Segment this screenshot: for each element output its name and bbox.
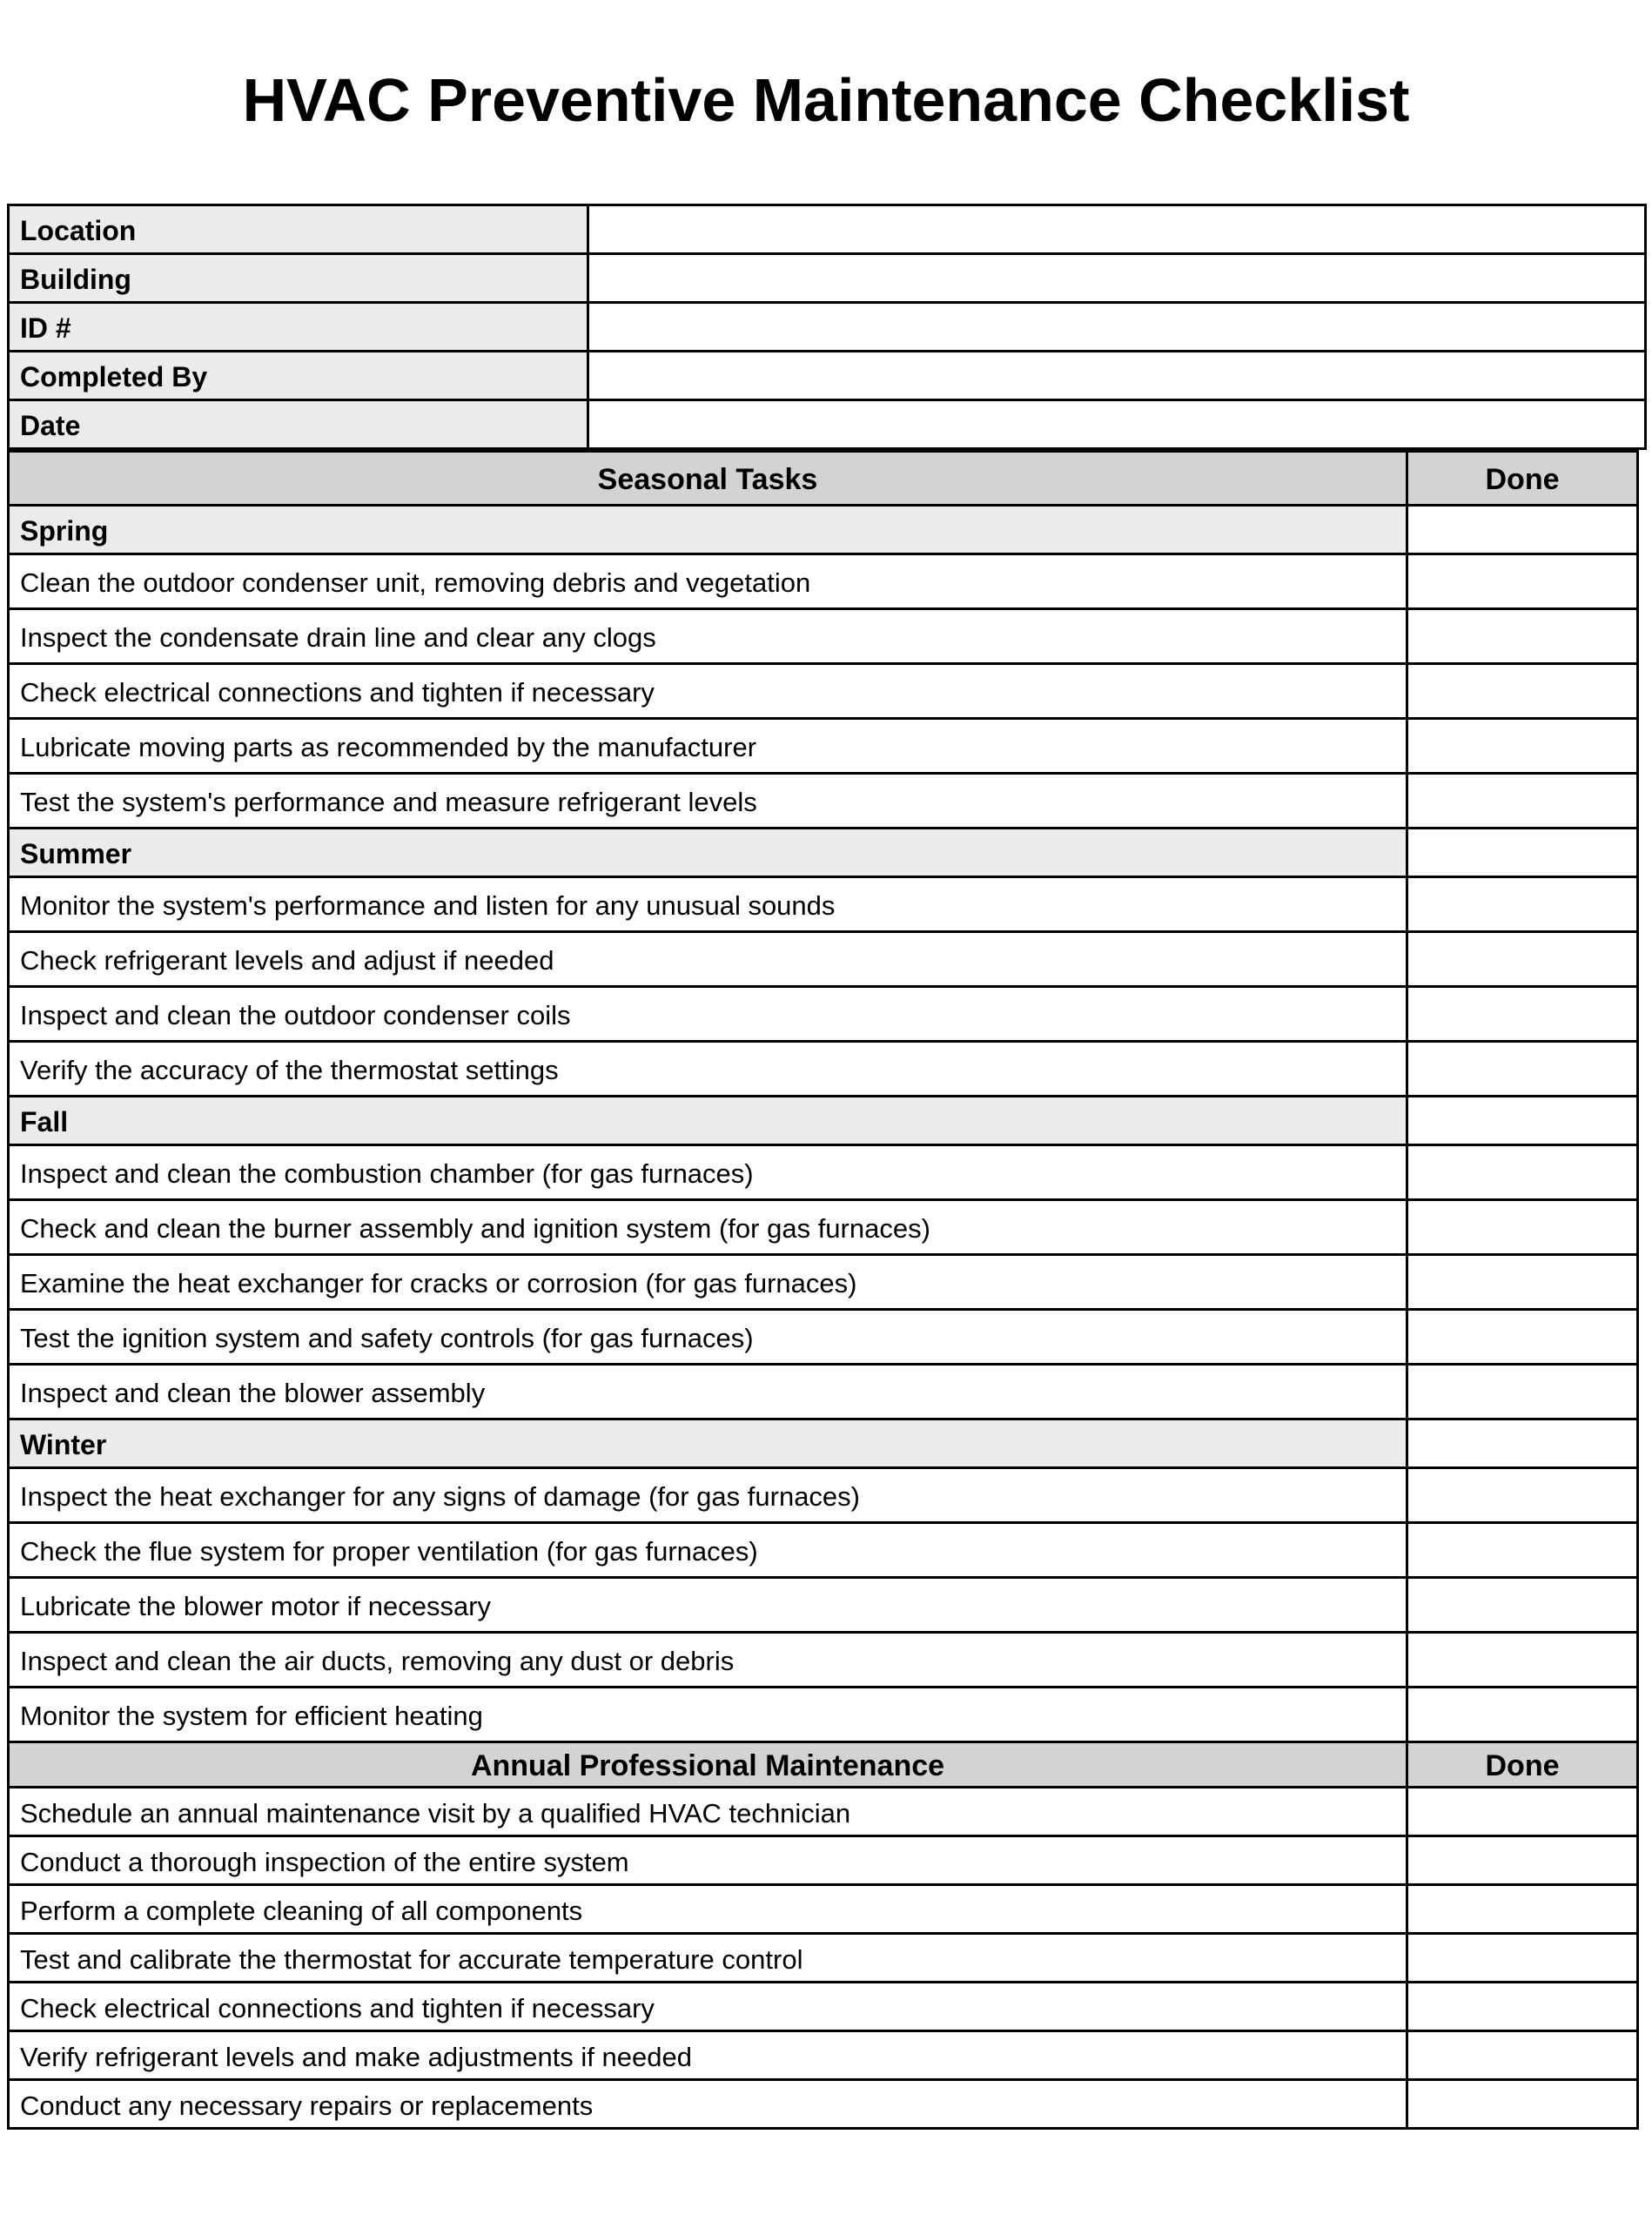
done-cell[interactable] — [1407, 2031, 1638, 2080]
task-text: Check electrical connections and tighten if necessary — [9, 664, 1407, 719]
task-row — [9, 719, 1638, 774]
done-cell[interactable] — [1407, 829, 1638, 877]
task-row — [9, 1042, 1638, 1097]
task-text: Inspect the heat exchanger for any signs of damage (for gas furnaces) — [9, 1468, 1407, 1523]
section-header-fall: Fall — [9, 1097, 1407, 1145]
info-row-building — [9, 254, 1646, 303]
section-row-fall — [9, 1097, 1638, 1145]
task-row — [9, 1836, 1638, 1885]
info-label-building: Building — [9, 254, 588, 303]
task-row — [9, 932, 1638, 987]
section-row-summer — [9, 829, 1638, 877]
section-header-spring: Spring — [9, 506, 1407, 554]
task-row — [9, 1310, 1638, 1365]
task-row — [9, 664, 1638, 719]
section-header-winter: Winter — [9, 1419, 1407, 1468]
task-text: Test the system's performance and measure refrigerant levels — [9, 774, 1407, 829]
section-row-spring — [9, 506, 1638, 554]
task-text: Inspect and clean the air ducts, removing any dust or debris — [9, 1633, 1407, 1688]
task-text: Conduct a thorough inspection of the entire system — [9, 1836, 1407, 1885]
section-row-winter — [9, 1419, 1638, 1468]
task-text: Check and clean the burner assembly and ignition system (for gas furnaces) — [9, 1200, 1407, 1255]
task-row — [9, 609, 1638, 664]
info-value-location[interactable] — [588, 205, 1646, 254]
done-cell[interactable] — [1407, 1255, 1638, 1310]
done-cell[interactable] — [1407, 1934, 1638, 1983]
info-label-date: Date — [9, 400, 588, 449]
task-row — [9, 2031, 1638, 2080]
info-row-completed-by — [9, 352, 1646, 400]
info-value-completed-by[interactable] — [588, 352, 1646, 400]
task-row — [9, 987, 1638, 1042]
done-cell[interactable] — [1407, 1097, 1638, 1145]
seasonal-header-row — [9, 452, 1638, 506]
task-row — [9, 1885, 1638, 1934]
done-cell[interactable] — [1407, 2080, 1638, 2129]
section-header-summer: Summer — [9, 829, 1407, 877]
task-row — [9, 2080, 1638, 2129]
task-text: Lubricate moving parts as recommended by the manufacturer — [9, 719, 1407, 774]
done-cell[interactable] — [1407, 932, 1638, 987]
task-text: Perform a complete cleaning of all components — [9, 1885, 1407, 1934]
task-text: Lubricate the blower motor if necessary — [9, 1578, 1407, 1633]
task-row — [9, 877, 1638, 932]
done-cell[interactable] — [1407, 1578, 1638, 1633]
page-title: HVAC Preventive Maintenance Checklist — [242, 66, 1410, 134]
done-cell[interactable] — [1407, 1200, 1638, 1255]
task-text: Inspect the condensate drain line and clear any clogs — [9, 609, 1407, 664]
task-row — [9, 774, 1638, 829]
task-row — [9, 1468, 1638, 1523]
task-text: Verify refrigerant levels and make adjustments if needed — [9, 2031, 1407, 2080]
done-cell[interactable] — [1407, 1836, 1638, 1885]
task-text: Clean the outdoor condenser unit, removing debris and vegetation — [9, 554, 1407, 609]
task-text: Test and calibrate the thermostat for accurate temperature control — [9, 1934, 1407, 1983]
task-text: Monitor the system for efficient heating — [9, 1688, 1407, 1742]
info-label-completed-by: Completed By — [9, 352, 588, 400]
done-cell[interactable] — [1407, 1788, 1638, 1836]
info-value-building[interactable] — [588, 254, 1646, 303]
info-row-id — [9, 303, 1646, 352]
info-value-date[interactable] — [588, 400, 1646, 449]
task-text: Verify the accuracy of the thermostat settings — [9, 1042, 1407, 1097]
done-cell[interactable] — [1407, 1468, 1638, 1523]
done-cell[interactable] — [1407, 1983, 1638, 2031]
done-cell[interactable] — [1407, 1365, 1638, 1419]
task-text: Conduct any necessary repairs or replacements — [9, 2080, 1407, 2129]
done-cell[interactable] — [1407, 1145, 1638, 1200]
done-cell[interactable] — [1407, 1419, 1638, 1468]
annual-header-row — [9, 1742, 1638, 1788]
task-row — [9, 1145, 1638, 1200]
done-cell[interactable] — [1407, 609, 1638, 664]
task-text: Schedule an annual maintenance visit by a qualified HVAC technician — [9, 1788, 1407, 1836]
done-cell[interactable] — [1407, 774, 1638, 829]
task-row — [9, 1578, 1638, 1633]
task-row — [9, 1688, 1638, 1742]
task-row — [9, 1365, 1638, 1419]
seasonal-tasks-header: Seasonal Tasks — [9, 452, 1407, 506]
task-text: Inspect and clean the outdoor condenser coils — [9, 987, 1407, 1042]
task-row — [9, 1523, 1638, 1578]
info-row-location — [9, 205, 1646, 254]
done-cell[interactable] — [1407, 719, 1638, 774]
annual-done-header: Done — [1407, 1742, 1638, 1788]
done-cell[interactable] — [1407, 987, 1638, 1042]
task-row — [9, 1633, 1638, 1688]
info-value-id[interactable] — [588, 303, 1646, 352]
done-cell[interactable] — [1407, 1310, 1638, 1365]
info-label-location: Location — [9, 205, 588, 254]
info-row-date — [9, 400, 1646, 449]
done-cell[interactable] — [1407, 1885, 1638, 1934]
done-cell[interactable] — [1407, 1688, 1638, 1742]
task-row — [9, 1934, 1638, 1983]
task-text: Test the ignition system and safety controls (for gas furnaces) — [9, 1310, 1407, 1365]
done-cell[interactable] — [1407, 1042, 1638, 1097]
done-cell[interactable] — [1407, 554, 1638, 609]
done-cell[interactable] — [1407, 877, 1638, 932]
task-text: Monitor the system's performance and listen for any unusual sounds — [9, 877, 1407, 932]
done-cell[interactable] — [1407, 1523, 1638, 1578]
done-cell[interactable] — [1407, 664, 1638, 719]
task-text: Inspect and clean the combustion chamber (for gas furnaces) — [9, 1145, 1407, 1200]
seasonal-done-header: Done — [1407, 452, 1638, 506]
info-label-id: ID # — [9, 303, 588, 352]
task-row — [9, 1788, 1638, 1836]
done-cell[interactable] — [1407, 506, 1638, 554]
done-cell[interactable] — [1407, 1633, 1638, 1688]
task-text: Check the flue system for proper ventilation (for gas furnaces) — [9, 1523, 1407, 1578]
task-row — [9, 1983, 1638, 2031]
info-fields-table — [7, 204, 1647, 450]
task-row — [9, 1200, 1638, 1255]
annual-maintenance-header: Annual Professional Maintenance — [9, 1742, 1407, 1788]
task-row — [9, 1255, 1638, 1310]
task-text: Check electrical connections and tighten if necessary — [9, 1983, 1407, 2031]
task-row — [9, 554, 1638, 609]
task-text: Inspect and clean the blower assembly — [9, 1365, 1407, 1419]
task-text: Examine the heat exchanger for cracks or corrosion (for gas furnaces) — [9, 1255, 1407, 1310]
task-text: Check refrigerant levels and adjust if needed — [9, 932, 1407, 987]
checklist-table — [7, 450, 1639, 2130]
